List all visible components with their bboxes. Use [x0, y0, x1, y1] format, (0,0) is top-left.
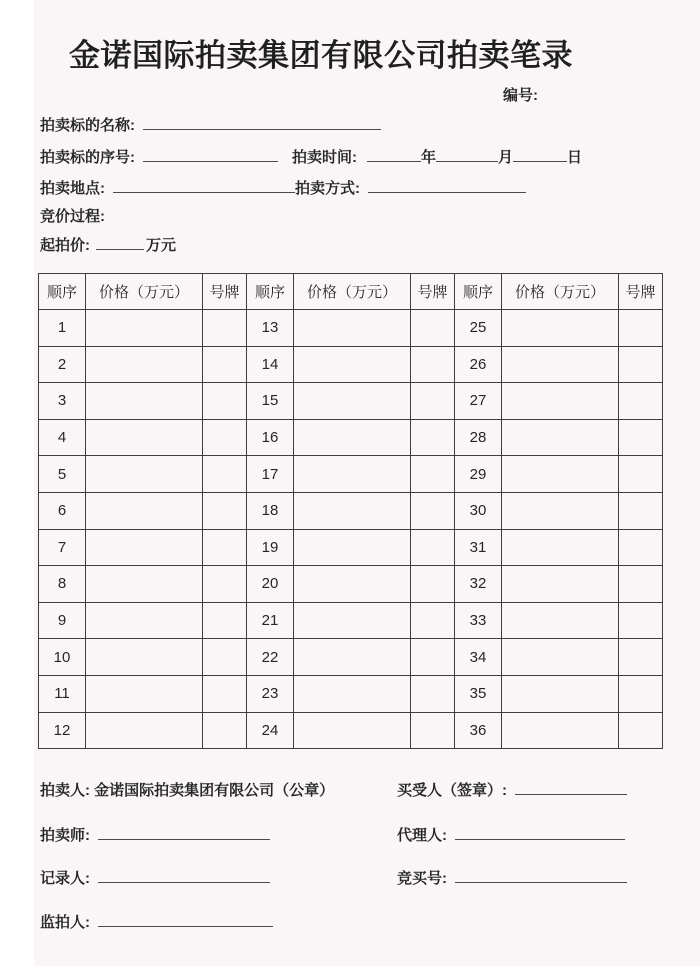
plate-cell: [619, 310, 663, 347]
table-row: [39, 492, 663, 529]
month-suffix: 月: [498, 149, 514, 166]
order-cell: 6: [39, 492, 86, 529]
order-cell: 10: [39, 639, 86, 676]
price-cell: [86, 456, 203, 493]
plate-cell: [619, 419, 663, 456]
price-header: 价格（万元）: [294, 274, 411, 310]
auctioneer-line: [40, 779, 334, 800]
order-header: 顺序: [455, 274, 502, 310]
price-cell: [502, 383, 619, 420]
lot-name-line: [40, 114, 381, 135]
order-cell: 12: [39, 712, 86, 749]
price-cell: [86, 675, 203, 712]
price-cell: [502, 419, 619, 456]
price-header: 价格（万元）: [86, 274, 203, 310]
order-cell: 36: [455, 712, 502, 749]
order-cell: 26: [455, 346, 502, 383]
plate-cell: [203, 675, 247, 712]
plate-cell: [203, 310, 247, 347]
price-cell: [502, 456, 619, 493]
plate-cell: [411, 602, 455, 639]
plate-cell: [411, 346, 455, 383]
plate-cell: [619, 529, 663, 566]
order-cell: 18: [247, 492, 294, 529]
order-cell: 14: [247, 346, 294, 383]
order-cell: 35: [455, 675, 502, 712]
month-blank-field: [436, 148, 498, 162]
price-cell: [294, 346, 411, 383]
order-cell: 13: [247, 310, 294, 347]
price-cell: [502, 492, 619, 529]
buyer-label: 买受人（签章）:: [397, 782, 507, 799]
order-cell: 22: [247, 639, 294, 676]
table-row: [39, 675, 663, 712]
price-cell: [294, 529, 411, 566]
order-cell: 8: [39, 566, 86, 603]
price-cell: [86, 346, 203, 383]
plate-cell: [411, 492, 455, 529]
location-label: 拍卖地点:: [40, 180, 105, 197]
plate-cell: [619, 639, 663, 676]
recorder-line: [40, 867, 270, 888]
starting-price-line: [40, 234, 176, 255]
order-cell: 28: [455, 419, 502, 456]
plate-cell: [619, 492, 663, 529]
agent-blank-field: [455, 826, 625, 840]
table-row: [39, 383, 663, 420]
table-row: [39, 602, 663, 639]
price-cell: [294, 639, 411, 676]
price-cell: [294, 602, 411, 639]
price-cell: [294, 492, 411, 529]
price-cell: [502, 639, 619, 676]
price-cell: [86, 383, 203, 420]
auction-time-label: 拍卖时间:: [292, 149, 357, 166]
plate-header: 号牌: [619, 274, 663, 310]
plate-cell: [411, 529, 455, 566]
price-cell: [502, 346, 619, 383]
table-row: [39, 566, 663, 603]
plate-cell: [411, 675, 455, 712]
order-cell: 19: [247, 529, 294, 566]
order-cell: 3: [39, 383, 86, 420]
order-cell: 7: [39, 529, 86, 566]
order-cell: 34: [455, 639, 502, 676]
order-cell: 11: [39, 675, 86, 712]
lot-serial-label: 拍卖标的序号:: [40, 149, 135, 166]
plate-header: 号牌: [203, 274, 247, 310]
plate-cell: [411, 566, 455, 603]
price-cell: [294, 310, 411, 347]
plate-cell: [619, 566, 663, 603]
plate-cell: [411, 383, 455, 420]
order-cell: 23: [247, 675, 294, 712]
bidding-process-label: 竞价过程:: [40, 208, 105, 225]
plate-cell: [619, 346, 663, 383]
order-cell: 31: [455, 529, 502, 566]
method-blank-field: [368, 179, 526, 193]
document-number-label: 编号:: [503, 87, 538, 104]
plate-cell: [411, 712, 455, 749]
location-blank-field: [113, 179, 295, 193]
buyer-line: [397, 779, 627, 800]
order-cell: 21: [247, 602, 294, 639]
order-cell: 9: [39, 602, 86, 639]
price-cell: [86, 602, 203, 639]
plate-cell: [203, 712, 247, 749]
table-row: [39, 529, 663, 566]
starting-price-unit: 万元: [146, 237, 177, 254]
supervisor-line: [40, 911, 273, 932]
buyer-blank-field: [515, 781, 627, 795]
lot-name-blank-field: [143, 116, 381, 130]
agent-line: [397, 824, 625, 845]
order-cell: 17: [247, 456, 294, 493]
table-row: [39, 456, 663, 493]
price-cell: [86, 566, 203, 603]
auction-master-label: 拍卖师:: [40, 827, 90, 844]
plate-cell: [411, 639, 455, 676]
plate-cell: [203, 602, 247, 639]
order-cell: 29: [455, 456, 502, 493]
plate-cell: [619, 675, 663, 712]
price-cell: [294, 419, 411, 456]
agent-label: 代理人:: [397, 827, 447, 844]
price-cell: [86, 529, 203, 566]
plate-cell: [619, 602, 663, 639]
plate-cell: [619, 456, 663, 493]
order-cell: 24: [247, 712, 294, 749]
auctioneer-name: 金诺国际拍卖集团有限公司（公章）: [94, 782, 335, 799]
plate-cell: [203, 346, 247, 383]
supervisor-label: 监拍人:: [40, 914, 90, 931]
order-cell: 2: [39, 346, 86, 383]
order-cell: 5: [39, 456, 86, 493]
lot-name-label: 拍卖标的名称:: [40, 117, 135, 134]
order-header: 顺序: [39, 274, 86, 310]
bid-table-body: [39, 310, 663, 749]
price-cell: [502, 602, 619, 639]
plate-cell: [203, 529, 247, 566]
price-cell: [86, 310, 203, 347]
bidder-number-blank-field: [455, 869, 627, 883]
bidder-number-label: 竞买号:: [397, 870, 447, 887]
supervisor-blank-field: [98, 913, 273, 927]
order-cell: 33: [455, 602, 502, 639]
bidding-process-line: [40, 205, 105, 226]
price-cell: [86, 712, 203, 749]
price-cell: [294, 675, 411, 712]
plate-cell: [203, 456, 247, 493]
order-cell: 20: [247, 566, 294, 603]
price-cell: [502, 675, 619, 712]
year-blank-field: [367, 148, 421, 162]
price-cell: [502, 310, 619, 347]
table-row: [39, 419, 663, 456]
price-header: 价格（万元）: [502, 274, 619, 310]
order-header: 顺序: [247, 274, 294, 310]
order-cell: 15: [247, 383, 294, 420]
order-cell: 4: [39, 419, 86, 456]
plate-cell: [411, 310, 455, 347]
plate-cell: [619, 383, 663, 420]
auctioneer-label: 拍卖人:: [40, 782, 90, 799]
price-cell: [86, 492, 203, 529]
order-cell: 1: [39, 310, 86, 347]
starting-price-label: 起拍价:: [40, 237, 90, 254]
recorder-blank-field: [98, 869, 270, 883]
plate-header: 号牌: [411, 274, 455, 310]
order-cell: 25: [455, 310, 502, 347]
location-line: [40, 177, 526, 198]
year-suffix: 年: [421, 149, 437, 166]
bid-record-table: [38, 273, 663, 749]
price-cell: [86, 419, 203, 456]
plate-cell: [203, 566, 247, 603]
price-cell: [502, 529, 619, 566]
recorder-label: 记录人:: [40, 870, 90, 887]
plate-cell: [411, 419, 455, 456]
order-cell: 32: [455, 566, 502, 603]
price-cell: [294, 383, 411, 420]
order-cell: 16: [247, 419, 294, 456]
lot-serial-line: [40, 146, 582, 167]
starting-price-blank-field: [96, 236, 144, 250]
plate-cell: [203, 383, 247, 420]
bidder-number-line: [397, 867, 627, 888]
table-row: [39, 712, 663, 749]
day-blank-field: [513, 148, 567, 162]
price-cell: [502, 566, 619, 603]
table-row: [39, 639, 663, 676]
price-cell: [294, 712, 411, 749]
plate-cell: [411, 456, 455, 493]
plate-cell: [203, 639, 247, 676]
price-cell: [86, 639, 203, 676]
price-cell: [502, 712, 619, 749]
day-suffix: 日: [567, 149, 583, 166]
plate-cell: [203, 419, 247, 456]
table-row: [39, 346, 663, 383]
price-cell: [294, 566, 411, 603]
page-title: 金诺国际拍卖集团有限公司拍卖笔录: [69, 38, 573, 73]
bid-table-header-row: [39, 274, 663, 310]
lot-serial-blank-field: [143, 148, 278, 162]
method-label: 拍卖方式:: [295, 180, 360, 197]
table-row: [39, 310, 663, 347]
auction-master-line: [40, 824, 270, 845]
price-cell: [294, 456, 411, 493]
plate-cell: [203, 492, 247, 529]
order-cell: 27: [455, 383, 502, 420]
order-cell: 30: [455, 492, 502, 529]
plate-cell: [619, 712, 663, 749]
auction-master-blank-field: [98, 826, 270, 840]
